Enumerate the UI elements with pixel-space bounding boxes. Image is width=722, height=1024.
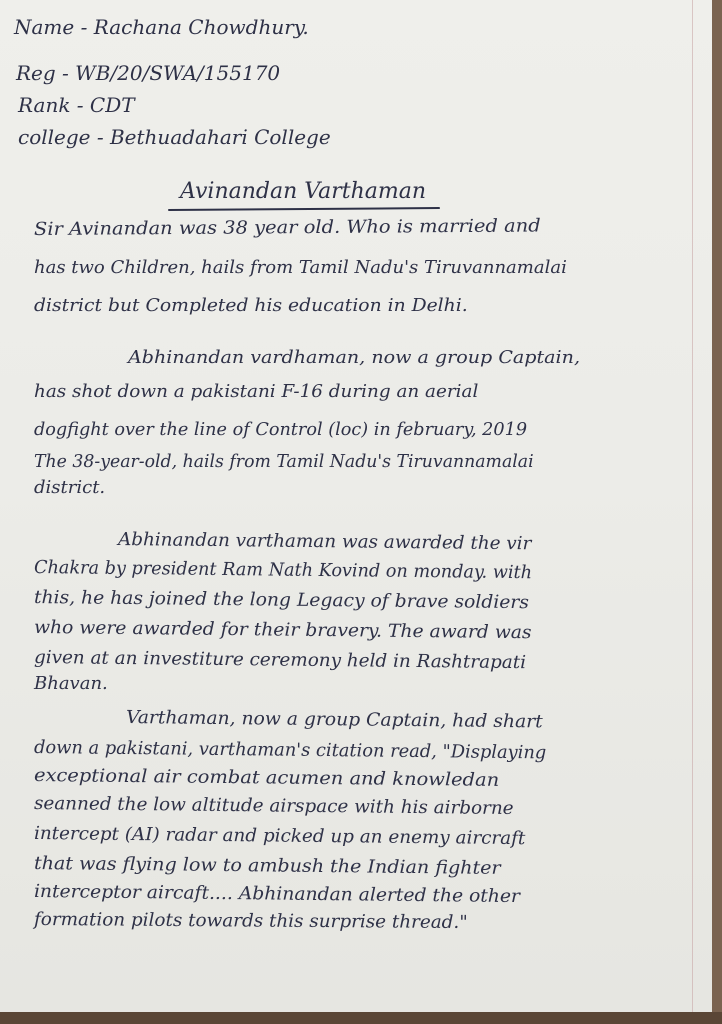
paragraph-3-line-6: Bhavan. (34, 673, 108, 694)
paragraph-4-line-6: that was flying low to ambush the Indian fighter (33, 853, 501, 879)
paragraph-3-line-3: this, he has joined the long Legacy of brave soldiers (33, 587, 529, 614)
paragraph-1-line-2: has two Children, hails from Tamil Nadu's Tiruvannamalai (34, 257, 567, 278)
paragraph-4-line-7: interceptor aircaft.... Abhinandan alerted the other (33, 881, 521, 908)
paragraph-4-line-1: Varthaman, now a group Captain, had shart (125, 707, 543, 733)
paragraph-1-line-3: district but Completed his education in Delhi. (34, 295, 468, 316)
title-underline (168, 207, 440, 211)
page-margin-line (692, 0, 693, 1012)
name-line: Name - Rachana Chowdhury. (14, 15, 309, 39)
paragraph-2-line-3: dogfight over the line of Control (loc) in february, 2019 (34, 419, 528, 440)
paragraph-4-line-5: intercept (AI) radar and picked up an enemy aircraft (33, 823, 526, 850)
paragraph-2-line-1: Abhinandan vardhaman, now a group Captain, (128, 347, 581, 368)
college-line: college - Bethuadahari College (18, 125, 331, 149)
rank-line: Rank - CDT (18, 93, 135, 117)
paragraph-3-line-4: who were awarded for their bravery. The award was (33, 617, 532, 644)
paragraph-2-line-5: district. (34, 477, 106, 498)
background-surface-right (712, 0, 722, 1024)
paragraph-4-line-8: formation pilots towards this surprise thread." (33, 909, 468, 934)
paragraph-4-line-3: exceptional air combat acumen and knowledan (33, 765, 500, 791)
paragraph-3-line-1: Abhinandan varthaman was awarded the vir (117, 529, 532, 555)
background-surface-bottom (0, 1012, 722, 1024)
paragraph-3-line-2: Chakra by president Ram Nath Kovind on monday. with (33, 557, 533, 584)
paragraph-4-line-2: down a pakistani, varthaman's citation read, "Displaying (33, 737, 547, 764)
paragraph-3-line-5: given at an investiture ceremony held in Rashtrapati (33, 647, 527, 674)
paragraph-1-line-1: Sir Avinandan was 38 year old. Who is married and (33, 215, 541, 240)
essay-title: Avinandan Varthaman (180, 179, 427, 204)
paragraph-4-line-4: seanned the low altitude airspace with his airborne (33, 793, 514, 820)
paragraph-2-line-2: has shot down a pakistani F-16 during an aerial (34, 381, 479, 402)
reg-line: Reg - WB/20/SWA/155170 (16, 61, 281, 85)
paragraph-2-line-4: The 38-year-old, hails from Tamil Nadu's Tiruvannamalai (34, 451, 534, 472)
